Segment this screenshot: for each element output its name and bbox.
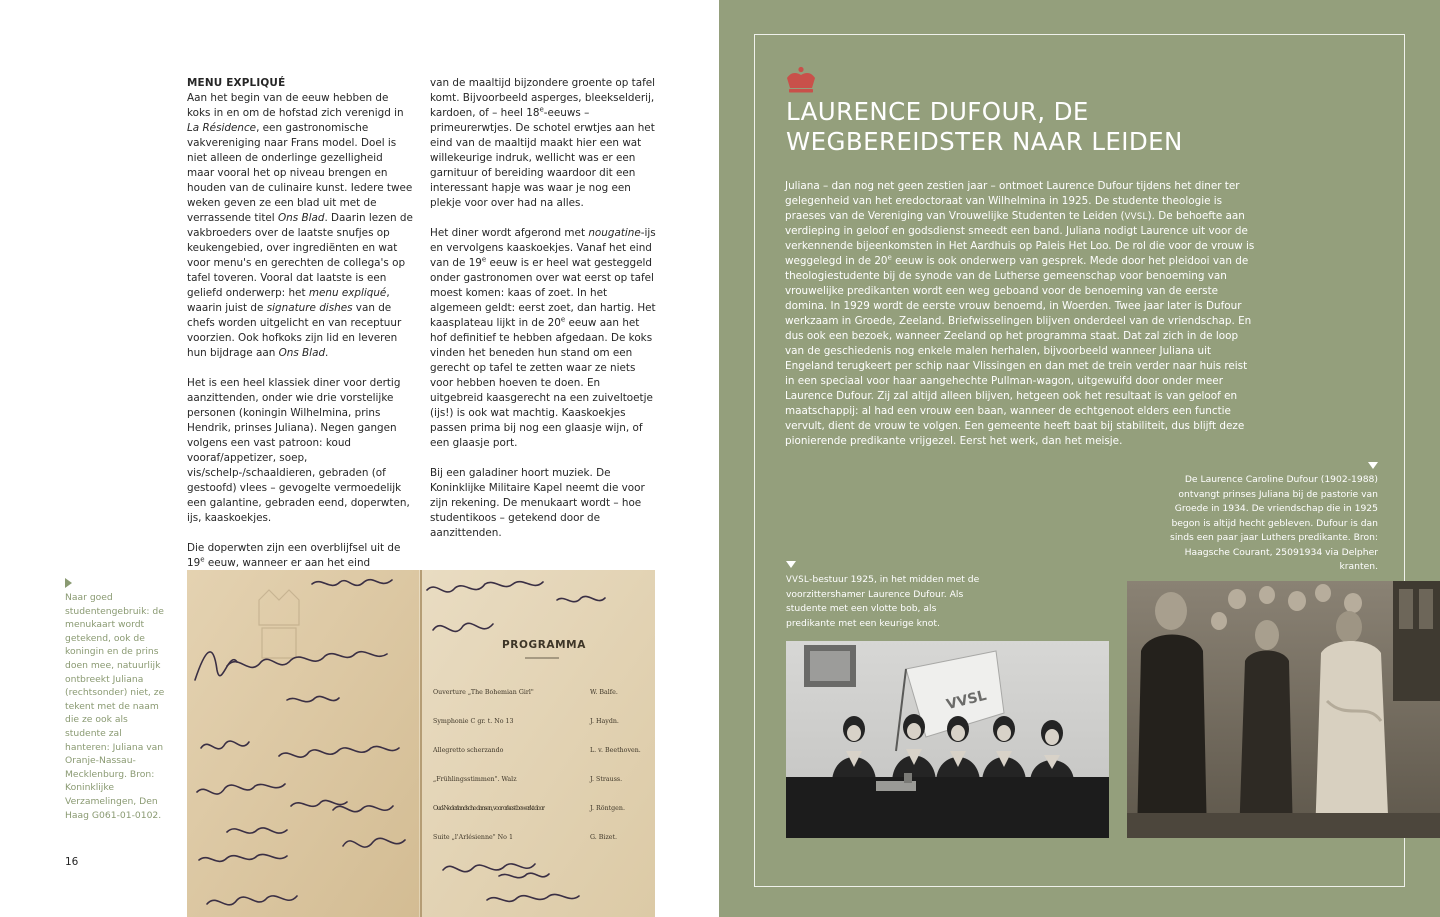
- board-photo-caption: [786, 561, 981, 631]
- street-photo-caption: [1160, 462, 1378, 575]
- programme-composer: J. Haydn.: [590, 718, 619, 725]
- banner-text: VVSL: [944, 687, 989, 714]
- menu-card-heading: PROGRAMMA: [502, 639, 586, 651]
- feature-body: Juliana – dan nog net geen zestien jaar – ontmoet Laurence Dufour tijdens het diner ter gelegenheid van het eredoctoraat van Wilhelmina in 1925. De studente theologie is praeses van de Vereniging van Vrouwelijke Studenten te Leiden (VVSL). De behoefte aan verdieping in geloof en godsdienst smeedt een band. Juliana nodigt Laurence uit voor de verkennende bijeenkomsten in Het Aardhuis op Paleis Het Loo. De rol die voor de vrouw is weggelegd in de 20e eeuw is ook onderwerp van gesprek. Mede door het pleidooi van de theologiestudente bij de synode van de Lutherse gemeenschap voor benoeming van vrouwelijke predikanten wordt een weg geboand voor de benoeming van de eerste domina. In 1929 wordt de eerste vrouw benoemd, in Woerden. Twee jaar later is Dufour werkzaam in Groede, Zeeland. Briefwisselingen blijven onderdeel van de vriendschap. En dus ook een bezoek, wanneer Zeeland op het programma staat. Dat zal zich in de loop van de geschiedenis nog enkele malen herhalen, bijvoorbeeld wanneer Juliana uit Engeland terugkeert per schip naar Vlissingen en dan met de trein verder naar huis reist in een speciaal voor haar aangehechte Pullman-wagon, uitgewuifd door onder meer Laurence Dufour. Zij zal altijd alleen blijven, hetgeen ook het resultaat is van geloof en maatschappij: al had een vrouw een baan, wanneer de echtgenoot elders een functie vervult, dient de vrouw te volgen. Een gemeente heeft baat bij stabiliteit, dus blijft deze pionierende predikante vrijgezel. Eerst het werk, dan het meisje.: [785, 180, 1255, 447]
- section-title: MENU EXPLIQUÉ: [187, 77, 286, 89]
- paragraph: Die doperwten zijn een overblijfsel uit de 19e eeuw, wanneer er aan het eind: [187, 542, 401, 569]
- programme-composer: J. Röntgen.: [590, 805, 625, 812]
- programme-piece: „Frühlingsstimmen". Walz: [433, 776, 517, 783]
- crown-icon: [785, 66, 817, 94]
- programme-piece: Allegretto scherzando: [433, 747, 504, 754]
- paragraph: Aan het begin van de eeuw hebben de koks in en om de hofstad zich verenigd in La Résidence, een gastronomische vakvereniging naar Frans model. Doel is niet alleen de onderlinge gezelligheid maar vooral het op niveau brengen en houden van de culinaire kunst. Iedere twee weken geven ze een blad uit met de verrassende titel Ons Blad. Daarin lezen de vakbroeders over de laatste snufjes op keukengebied, over ingrediënten en wat voor menu's en gerechten de collega's op tafel toveren. Vooral dat laatste is een geliefd onderwerp: het menu expliqué, waarin juist de signature dishes van de chefs worden uitgelicht en van receptuur voorzien. Ook hofkoks zijn lid en leveren hun bijdrage aan Ons Blad.: [187, 92, 413, 359]
- paragraph: van de maaltijd bijzondere groente op tafel komt. Bijvoorbeeld asperges, bleekselderij, kardoen, of – heel 18e-eeuws – primeurerwtjes. De schotel erwtjes aan het eind van de maaltijd maakt hier een wat willekeurige indruk, wellicht was er een garnituur of bereiding waardoor dit een interessant hapje was waar je nog een plekje voor over had na alles.: [430, 77, 656, 209]
- caption-text: Naar goed studentengebruik: de menukaart wordt getekend, ook de koningin en de prins doen mee, natuurlijk ontbreekt Juliana (rechtsonder) niet, ze tekent met de naam die ze ook als studente zal hanteren: Juliana van Oranje-Nassau-Mecklenburg. Bron: Koninklijke Verzamelingen, Den Haag G061-01-0102.: [65, 592, 165, 821]
- programme-piece: Oud-Nederlandsche dansen, voor orkest bewerkt door: [433, 805, 545, 812]
- caption-text: VVSL-bestuur 1925, in het midden met de voorzittershamer Laurence Dufour. Als studente met een vlotte bob, als predikante met een keurige knot.: [786, 574, 980, 629]
- feature-title-line-2: WEGBEREIDSTER NAAR LEIDEN: [786, 127, 1183, 156]
- juliana-visit-photo: [1127, 581, 1440, 838]
- text-column-2: [430, 76, 656, 556]
- vvsl-board-photo: [786, 641, 1109, 838]
- caption-text: De Laurence Caroline Dufour (1902-1988) ontvangt prinses Juliana bij de pastorie van Groede in 1934. De vriendschap die in 1925 begon is altijd hecht gebleven. Dufour is dan sinds een paar jaar Luthers predikante. Bron: Haagsche Courant, 25091934 via Delpher kranten.: [1170, 474, 1378, 572]
- paragraph: Het diner wordt afgerond met nougatine-ijs en vervolgens kaaskoekjes. Vanaf het eind van de 19e eeuw is er heel wat gesteggeld onder gastronomen over wat eerst op tafel moest komen: kaas of zoet. In het algemeen geldt: eerst zoet, dan hartig. Het kaasplateau lijkt in de 20e eeuw aan het hof definitief te hebben afgedaan. De koks vinden het beneden hun stand om een gerecht op tafel te zetten waar ze niets voor hebben hoeven te doen. En uitgebreid kaasgerecht na een zuiveltoetje (ijs!) is ook wat machtig. Kaaskoekjes passen prima bij nog een glaasje wijn, of een glaasje port.: [430, 227, 656, 449]
- programme-composer: G. Bizet.: [590, 834, 618, 841]
- triangle-down-icon: [1368, 462, 1378, 469]
- feature-title: [786, 97, 1286, 157]
- triangle-right-icon: [65, 578, 72, 588]
- page-number: 16: [65, 856, 79, 868]
- right-page: [719, 0, 1440, 917]
- left-page: [0, 0, 719, 917]
- programme-composer: L. v. Beethoven.: [590, 747, 641, 754]
- feature-title-line-1: LAURENCE DUFOUR, DE: [786, 97, 1089, 126]
- programme-piece: Symphonie C gr. t. No 13: [433, 718, 514, 725]
- paragraph: Bij een galadiner hoort muziek. De Koninklijke Militaire Kapel neemt die voor zijn rekening. De menukaart wordt – hoe studentikoos – getekend door de aanzittenden.: [430, 467, 645, 539]
- signed-menu-card-photo: [187, 570, 655, 917]
- text-column-1: [187, 76, 413, 586]
- programme-piece: Ouverture „The Bohemian Girl": [433, 689, 534, 696]
- menu-card-caption: [65, 578, 169, 822]
- programme-composer: J. Strauss.: [590, 776, 623, 783]
- triangle-down-icon: [786, 561, 796, 568]
- paragraph: Het is een heel klassiek diner voor dertig aanzittenden, onder wie drie vorstelijke personen (koningin Wilhelmina, prins Hendrik, prinses Juliana). Negen gangen volgens een vast patroon: koud vooraf/appetizer, soep, vis/schelp-/schaaldieren, gebraden (of gestoofd) vlees – gevogelte vermoedelijk een galantine, gebraden eend, doperwten, ijs, kaaskoekjes.: [187, 377, 410, 524]
- programme-composer: W. Balfe.: [590, 689, 618, 696]
- programme-piece: Suite „l'Arlésienne" No 1: [433, 834, 513, 841]
